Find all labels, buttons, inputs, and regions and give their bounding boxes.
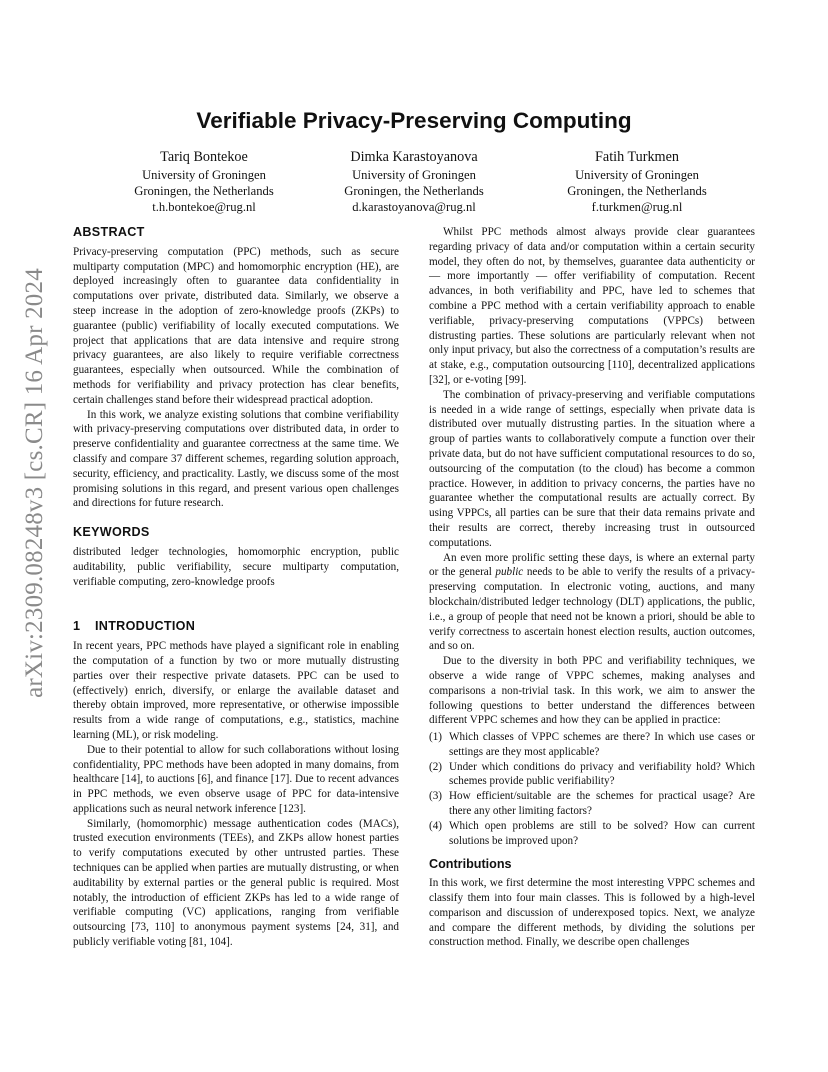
author-location: Groningen, the Netherlands — [134, 184, 274, 198]
author-block — [0, 148, 828, 218]
text-run: needs to be able to verify the results of a privacy-preserving computation. In electronic voting, auctions, and many blockchain/distributed ledger technology (DLT) applications, the public, i.e., a group of people that need not be known a priori, should be able to verify correctness to ascertain honest election results, auction outcomes, and so on. — [429, 566, 755, 653]
contributions-heading: Contributions — [429, 857, 512, 872]
author-affiliation: University of Groningen — [142, 168, 266, 182]
keywords-text: distributed ledger technologies, homomorphic encryption, public auditability, public verifiability, secure multiparty computation, verifiable computing, zero-knowledge proofs — [73, 545, 399, 588]
list-item — [429, 760, 755, 790]
abstract-heading: ABSTRACT — [73, 225, 145, 239]
author-name: Tariq Bontekoe — [160, 149, 248, 165]
list-item-text: Which classes of VPPC schemes are there? In which use cases or settings are they most applicable? — [449, 731, 755, 758]
intro-paragraph-1: In recent years, PPC methods have played a significant role in enabling the computation of a function by two or more mutually distrusting parties over their respective private datasets. PPC can be used to (effectively) enrich, diversify, or enlarge the available dataset and thereby obtain improved, more representative, or otherwise impossible results from a wide range of computations, e.g., statistics, machine learning (ML), or risk modeling. — [73, 640, 399, 741]
section-number: 1 — [73, 619, 81, 634]
intro-paragraph-7: Due to the diversity in both PPC and verifiability techniques, we observe a wide range of VPPC schemes, making analyses and comparisons a non-trivial task. In this work, we aim to answer the following questions to better understand the differences between different VPPC schemes and how they can be applied in practice: — [429, 655, 755, 727]
intro-paragraph-6 — [429, 551, 755, 655]
intro-paragraph-2: Due to their potential to allow for such collaborations without losing confidentiality, PPC methods have been adopted in many domains, from healthcare [14], to auctions [6], and finance [17]. Due to recent advances in PPC methods, we even observe usage of PPC for data-intensive applications such as neural network inference [123]. — [73, 743, 399, 815]
author-email: t.h.bontekoe@rug.nl — [152, 200, 256, 214]
author-name: Dimka Karastoyanova — [350, 149, 478, 165]
abstract-paragraph-2: In this work, we analyze existing solutions that combine verifiability with privacy-preserving computations over distributed data, in order to preserve confidentiality and guarantee correctness at the same time. We classify and compare 37 different schemes, regarding solution approach, security, efficiency, and practicality. Lastly, we discuss some of the most promising solutions in this regard, and present various open challenges and directions for future research. — [73, 408, 399, 510]
list-item-number: (4) — [429, 819, 442, 832]
list-item-number: (3) — [429, 790, 442, 803]
left-column — [73, 225, 399, 950]
list-item — [429, 819, 755, 849]
list-item-text: Which open problems are still to be solved? How can current solutions be improved upon? — [449, 819, 755, 847]
list-item — [429, 789, 755, 819]
author-email: d.karastoyanova@rug.nl — [352, 200, 476, 214]
text-run: An even more prolific setting these days, is where an external party or the general — [429, 551, 755, 579]
keywords-heading: KEYWORDS — [73, 525, 150, 540]
list-item-number: (2) — [429, 760, 442, 773]
author-name: Fatih Turkmen — [595, 149, 679, 165]
author-location: Groningen, the Netherlands — [567, 184, 707, 198]
intro-paragraph-5: The combination of privacy-preserving and verifiable computations is needed in a wide range of settings, especially when private data is distributed over mutually distrusting parties. In the situation where a group of parties wants to collaboratively compute a function over their private data, but do not have sufficient computational resources to do so, outsourcing of the computation (to the cloud) has become a common practice. However, in addition to privacy concerns, the parties have no guarantee whether the computational results are actually correct. By using VPPCs, all parties can be sure that their data remains private and their results are correct, thereby increasing trust in outsourced computations. — [429, 388, 755, 549]
intro-paragraph-4: Whilst PPC methods almost always provide clear guarantees regarding privacy of data and/or computation within a certain security model, they often do not, by themselves, guarantee data authenticity or — more importantly — offer verifiability of computation. Recent advances, in both verifiability and PPC, have led to schemes that combine a PPC method with a certain verifiability approach to enable verifiable, privacy-preserving computations (VPPCs) between distrusting parties. These solutions are particularly relevant when not only input privacy, but also the correctness of a computation’s results are at stake, e.g., computation outsourcing [110], decentralized applications [32], or e-voting [99]. — [429, 226, 755, 386]
abstract-paragraph-1: Privacy-preserving computation (PPC) methods, such as secure multiparty computation (MPC) and homomorphic encryption (HE), are deployed increasingly often to guarantee data confidentiality in computations over private, distributed data. Similarly, we observe a steep increase in the adoption of zero-knowledge proofs (ZKPs) to guarantee (public) verifiability of locally executed computations. We project that applications that are data intensive and require strong privacy guarantees, are also likely to require verifiable correctness guarantees, especially when outsourced. While the combination of methods for verifiability and privacy protection has clear benefits, certain challenges stand before their widespread practical adoption. — [73, 245, 399, 406]
list-item-text: Under which conditions do privacy and verifiability hold? Which schemes provide public verifiability? — [449, 760, 755, 788]
emphasis-public: public — [495, 566, 524, 579]
author-3 — [522, 148, 752, 215]
list-item-text: How efficient/suitable are the schemes for practical usage? Are there any other limiting factors? — [449, 790, 755, 818]
paper-title: Verifiable Privacy-Preserving Computing — [196, 108, 632, 133]
author-email: f.turkmen@rug.nl — [591, 200, 683, 214]
contributions-paragraph: In this work, we first determine the most interesting VPPC schemes and classify them into four main classes. This is followed by a high-level comparison and discussion of underexposed topics. Next, we analyze and compare the different methods, by dividing the solutions per construction method. Finally, we describe open challenges — [429, 877, 755, 949]
intro-paragraph-3: Similarly, (homomorphic) message authentication codes (MACs), trusted execution environments (TEEs), and ZKPs allow honest parties to verify computations executed by other untrusted parties. These techniques can be applied when parties are mutually distrusting, or when auditability by external parties or the general public is required. Most notably, the introduction of efficient ZKPs has led to a wide range of verifiable computing (VC) applications, ranging from verifiable outsourcing [73, 110] to anonymous payment systems [24, 31], and publicly verifiable voting [81, 104]. — [73, 817, 399, 949]
arxiv-side-stamp — [20, 267, 50, 698]
section-title: INTRODUCTION — [95, 619, 196, 634]
author-affiliation: University of Groningen — [575, 168, 699, 182]
list-item-number: (1) — [429, 731, 442, 744]
author-affiliation: University of Groningen — [352, 168, 476, 182]
author-1 — [89, 148, 319, 215]
author-2 — [299, 148, 529, 215]
list-item — [429, 730, 755, 760]
author-location: Groningen, the Netherlands — [344, 184, 484, 198]
arxiv-identifier: arXiv:2309.08248v3 [cs.CR] 16 Apr 2024 — [21, 267, 49, 698]
introduction-heading — [73, 619, 399, 634]
right-column — [429, 225, 755, 950]
research-questions-list — [429, 730, 755, 848]
